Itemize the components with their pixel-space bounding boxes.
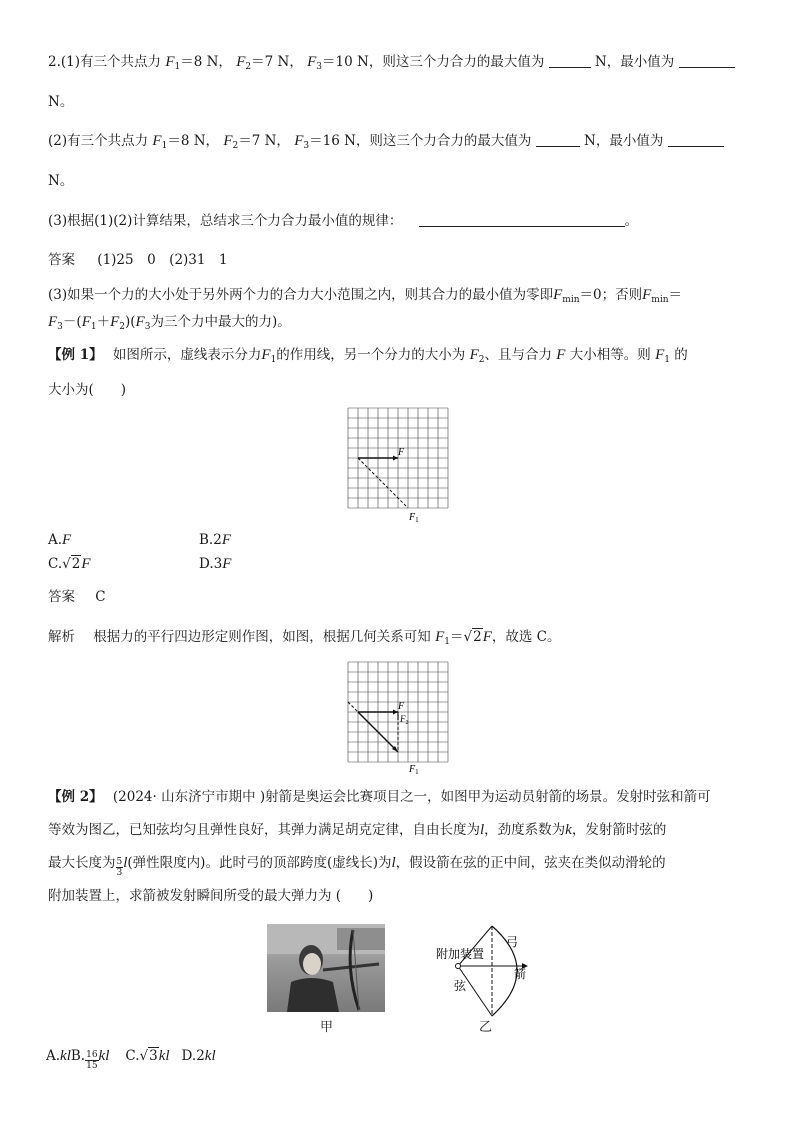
answer-blank-max[interactable] <box>536 132 580 147</box>
expr: kl <box>204 1048 216 1064</box>
ex2-text: 等效为图乙，已知弦均匀且弹性良好，其弹力满足胡克定律，自由长度为 <box>48 822 480 838</box>
var-f1: F <box>655 347 665 363</box>
ex2-option-c[interactable] <box>125 1048 169 1064</box>
rule-text: 为三个力中最大的力)。 <box>150 314 291 330</box>
sub: 1 <box>664 355 670 365</box>
sub: min <box>562 295 580 305</box>
ex1-option-b[interactable] <box>199 530 231 550</box>
coef: 2 <box>213 532 222 548</box>
answer-label: 答案 <box>48 589 75 605</box>
label-f1: $F_1$ <box>409 512 419 524</box>
var-l: l <box>123 855 128 871</box>
label-string: 弦 <box>454 979 467 993</box>
rule-text: ＝0；否则 <box>579 287 643 303</box>
sub: 2 <box>232 141 239 151</box>
numerator: 5 <box>116 857 123 867</box>
answer-blank-min[interactable] <box>668 132 724 147</box>
sub: 3 <box>57 322 63 332</box>
ex1-analysis <box>48 627 561 652</box>
q2-rule-line2 <box>48 312 291 337</box>
sqrt: √2 <box>463 629 482 645</box>
sub: 2 <box>119 322 125 332</box>
radicand: 3 <box>149 1048 158 1064</box>
coef: 3 <box>213 556 223 572</box>
f3-value: ＝10 N，则这三个力合力的最大值为 <box>322 54 545 70</box>
sub: 2 <box>245 62 252 72</box>
ex2-option-a[interactable] <box>46 1048 71 1064</box>
var-f1: F <box>165 54 175 70</box>
var-f2: F <box>110 314 120 330</box>
f3-value: ＝16 N，则这三个力合力的最大值为 <box>309 133 532 149</box>
ex1-text: 大小相等。则 <box>569 347 651 363</box>
ex2-option-b[interactable] <box>70 1048 110 1071</box>
var-f1: F <box>261 347 271 363</box>
label-arrow: 箭 <box>514 967 527 981</box>
var-f: F <box>556 347 566 363</box>
rule-text: ＝ <box>668 287 682 303</box>
ex2-text: ，假设箭在弦的正中间，弦夹在类似动滑轮的 <box>395 855 666 871</box>
answer-label: 答案 <box>48 252 75 268</box>
option-letter: C. <box>48 556 63 572</box>
radicand: 2 <box>473 629 482 645</box>
example-tag: 【例 2】 <box>48 789 103 805</box>
ex1-figure-grid <box>346 406 450 524</box>
var-f: F <box>81 556 91 572</box>
ex2-text: ，劲度系数为 <box>484 822 566 838</box>
f1-value: ＝8 N， <box>180 54 232 70</box>
ex2-option-d[interactable] <box>182 1048 216 1064</box>
var-f1: F <box>81 314 91 330</box>
coef: 2 <box>196 1048 205 1064</box>
ex1-line2: 大小为( ) <box>48 382 127 398</box>
ex2-line2 <box>48 820 666 840</box>
ex2-text: (2024· 山东济宁市期中 )射箭是奥运会比赛项目之一，如图甲为运动员射箭的场景。发射时弦和箭可 <box>112 789 711 805</box>
f1-value: ＝8 N， <box>167 133 220 149</box>
answer-blank-rule[interactable] <box>419 212 625 227</box>
var-f3: F <box>135 314 145 330</box>
q2-part2-end: N。 <box>48 173 74 189</box>
sub: min <box>651 295 669 305</box>
example-tag: 【例 1】 <box>48 347 103 363</box>
option-letter: B. <box>199 532 214 548</box>
option-letter: D. <box>199 556 214 572</box>
ex1-option-c[interactable] <box>48 554 91 574</box>
answer-blank-min[interactable] <box>679 53 735 68</box>
var-f: F <box>222 556 232 572</box>
q2-part1-end: N。 <box>48 94 74 110</box>
ex1-text: 的 <box>674 347 688 363</box>
var-l: l <box>391 855 396 871</box>
var-fmin: F <box>553 287 563 303</box>
option-letter: B. <box>70 1048 86 1064</box>
var-fmin: F <box>642 287 652 303</box>
q2-rule-line1 <box>48 285 682 310</box>
equals: ＝ <box>450 629 464 645</box>
rule-text: ＋ <box>96 314 111 330</box>
ex2-text: ，发射箭时弦的 <box>571 822 667 838</box>
ex1-line1 <box>48 345 688 370</box>
option-letter: A. <box>48 532 63 548</box>
sub: 1 <box>161 141 168 151</box>
answer-text: C <box>95 589 106 605</box>
sqrt: √3 <box>139 1048 158 1064</box>
analysis-label: 解析 <box>48 629 75 645</box>
label-f: F <box>398 701 405 712</box>
ex2-options <box>46 1046 216 1071</box>
var-f3: F <box>294 133 304 149</box>
q2-part1-line <box>48 52 735 77</box>
sub: 1 <box>90 322 97 332</box>
expr: kl <box>98 1048 110 1064</box>
q2-part3-text: (3)根据(1)(2)计算结果，总结求三个力合力最小值的规律： <box>48 213 403 229</box>
fraction-16-15 <box>85 1050 98 1071</box>
sub: 3 <box>303 141 310 151</box>
label-f1: $F_1$ <box>409 764 419 776</box>
q2-part2-line <box>48 131 724 156</box>
q2-part2-text: (2)有三个共点力 <box>48 133 149 149</box>
label-f: F <box>398 447 405 458</box>
f1-action-line <box>358 458 408 508</box>
ex1-solution-figure <box>346 660 450 778</box>
sqrt: √2 <box>62 556 81 572</box>
q2-part1-text: 2.(1)有三个共点力 <box>48 54 162 70</box>
ex2-line1 <box>48 787 711 807</box>
ex2-text: 最大长度为 <box>48 855 116 871</box>
q2-part2-mid: N，最小值为 <box>584 133 664 149</box>
label-bow: 弓 <box>506 935 519 949</box>
f2-value: ＝7 N， <box>251 54 303 70</box>
analysis-text: ，故选 C。 <box>491 629 561 645</box>
ex1-answer <box>48 587 106 607</box>
option-letter: C. <box>125 1048 140 1064</box>
var-f: F <box>221 532 231 548</box>
analysis-text: 根据力的平行四边形定则作图，如图，根据几何关系可知 <box>93 629 431 645</box>
q2-part1-mid: N，最小值为 <box>594 54 675 70</box>
archer-photo <box>267 924 385 1012</box>
var-f2: F <box>223 133 233 149</box>
var-f3: F <box>307 54 317 70</box>
var-f3: F <box>48 314 58 330</box>
rule-text: －( <box>62 314 82 330</box>
expr: kl <box>158 1048 170 1064</box>
caption-yi: 乙 <box>479 1020 493 1035</box>
sub: 2 <box>478 355 485 365</box>
var-f2: F <box>469 347 479 363</box>
q2-answer <box>48 250 228 270</box>
sub: 1 <box>444 637 450 647</box>
ex1-text: 的作用线，另一个分力的大小为 <box>276 347 466 363</box>
var-f: F <box>482 629 492 645</box>
var-f1: F <box>435 629 445 645</box>
radicand: 2 <box>71 556 81 572</box>
label-device: 附加装置 <box>436 947 485 961</box>
var-f2: F <box>236 54 246 70</box>
period: 。 <box>624 213 639 229</box>
ex2-line4: 附加装置上，求箭被发射瞬间所受的最大弹力为 ( ) <box>48 888 374 904</box>
label-f2: $F_2$ <box>400 714 409 726</box>
var-f1: F <box>152 133 162 149</box>
denominator: 3 <box>116 868 123 878</box>
numerator: 16 <box>86 1050 98 1060</box>
ex1-option-d[interactable] <box>199 554 231 574</box>
var-k: k <box>565 822 572 838</box>
f1-action-line-ext <box>348 702 358 712</box>
sub: 3 <box>316 62 323 72</box>
ex1-option-a[interactable] <box>48 530 71 550</box>
rule-text: )( <box>125 314 136 330</box>
var-l: l <box>480 822 485 838</box>
denominator: 15 <box>86 1061 98 1071</box>
attachment-device <box>456 964 461 969</box>
sub: 3 <box>144 322 151 332</box>
ex1-text: 如图所示，虚线表示分力 <box>112 347 262 363</box>
sub: 1 <box>270 355 277 365</box>
sub: 1 <box>174 62 181 72</box>
ex1-text: 、且与合力 <box>484 347 552 363</box>
expr: kl <box>60 1048 71 1064</box>
ex2-line3 <box>48 853 666 878</box>
option-letter: A. <box>46 1048 61 1064</box>
answer-blank-max[interactable] <box>549 53 591 68</box>
q2-part3-line <box>48 211 638 231</box>
caption-jia: 甲 <box>320 1020 334 1035</box>
rule-text: (3)如果一个力的大小处于另外两个力的合力大小范围之内，则其合力的最小值为零即 <box>48 287 554 303</box>
option-letter: D. <box>181 1048 197 1064</box>
archer-photo-sketch <box>267 924 385 1012</box>
var-f: F <box>62 532 72 548</box>
answer-text: (1)25 0 (2)31 1 <box>97 252 228 268</box>
f2-value: ＝7 N， <box>238 133 290 149</box>
ex2-text: (弹性限度内)。此时弓的顶部跨度(虚线长)为 <box>127 855 392 871</box>
